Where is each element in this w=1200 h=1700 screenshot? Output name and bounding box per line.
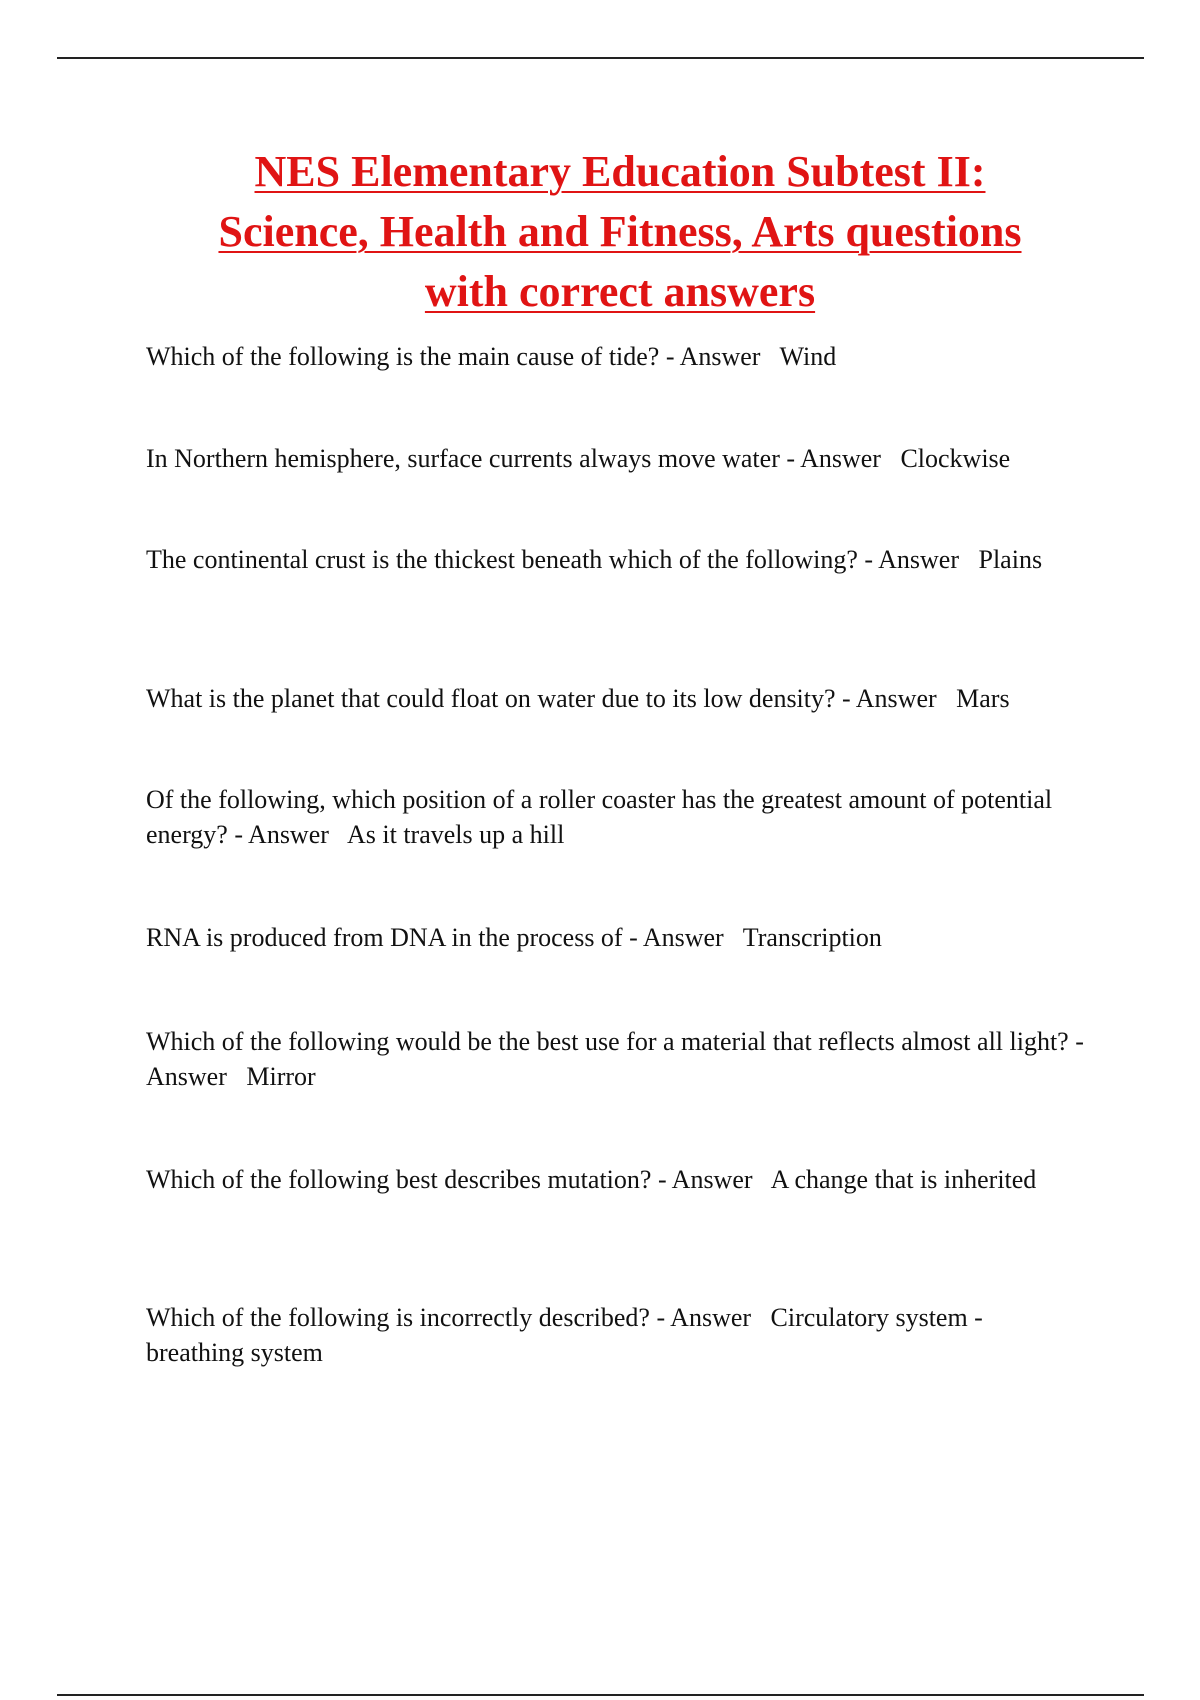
answer-label: - Answer <box>656 1303 752 1332</box>
qa-item-1 <box>146 339 1086 374</box>
title-line-1: NES Elementary Education Subtest II: <box>254 147 986 196</box>
question-text: Which of the following is the main cause of tide? <box>146 342 660 371</box>
question-text: Of the following, which position of a roller coaster has the greatest amount of potential energy? <box>146 785 1053 849</box>
qa-item-6 <box>146 920 1086 955</box>
answer-text: A change that is inherited <box>770 1165 1037 1194</box>
top-rule <box>57 57 1144 59</box>
title-line-3: with correct answers <box>424 267 816 316</box>
qa-item-2 <box>146 441 1086 476</box>
answer-text: Transcription <box>742 923 882 952</box>
bottom-rule <box>57 1694 1144 1696</box>
qa-item-4 <box>146 681 1086 716</box>
qa-item-7 <box>146 1024 1086 1094</box>
question-text: In Northern hemisphere, surface currents always move water <box>146 444 780 473</box>
answer-label: - Answer <box>146 1027 1084 1091</box>
answer-label: - Answer <box>842 684 937 713</box>
answer-label: - Answer <box>234 820 329 849</box>
answer-text: Clockwise <box>900 444 1011 473</box>
qa-item-9 <box>146 1300 1086 1370</box>
question-text: Which of the following best describes mutation? <box>146 1165 652 1194</box>
answer-text: Wind <box>779 342 837 371</box>
answer-text: Circulatory system - breathing system <box>146 1303 983 1367</box>
answer-label: - Answer <box>864 545 959 574</box>
qa-item-5 <box>146 782 1086 852</box>
answer-text: As it travels up a hill <box>346 820 565 849</box>
answer-text: Mirror <box>246 1062 316 1091</box>
answer-text: Mars <box>956 684 1010 713</box>
qa-item-8 <box>146 1162 1086 1197</box>
answer-label: - Answer <box>629 923 724 952</box>
question-text: What is the planet that could float on water due to its low density? <box>146 684 836 713</box>
question-text: Which of the following would be the best use for a material that reflects almost all light? <box>146 1027 1069 1056</box>
answer-label: - Answer <box>665 342 761 371</box>
question-text: Which of the following is incorrectly described? <box>146 1303 650 1332</box>
document-title <box>110 142 1130 322</box>
question-text: RNA is produced from DNA in the process of <box>146 923 623 952</box>
question-text: The continental crust is the thickest beneath which of the following? <box>146 545 858 574</box>
answer-label: - Answer <box>657 1165 753 1194</box>
answer-label: - Answer <box>786 444 881 473</box>
answer-text: Plains <box>978 545 1043 574</box>
qa-item-3 <box>146 542 1086 577</box>
title-line-2: Science, Health and Fitness, Arts questions <box>218 207 1022 256</box>
